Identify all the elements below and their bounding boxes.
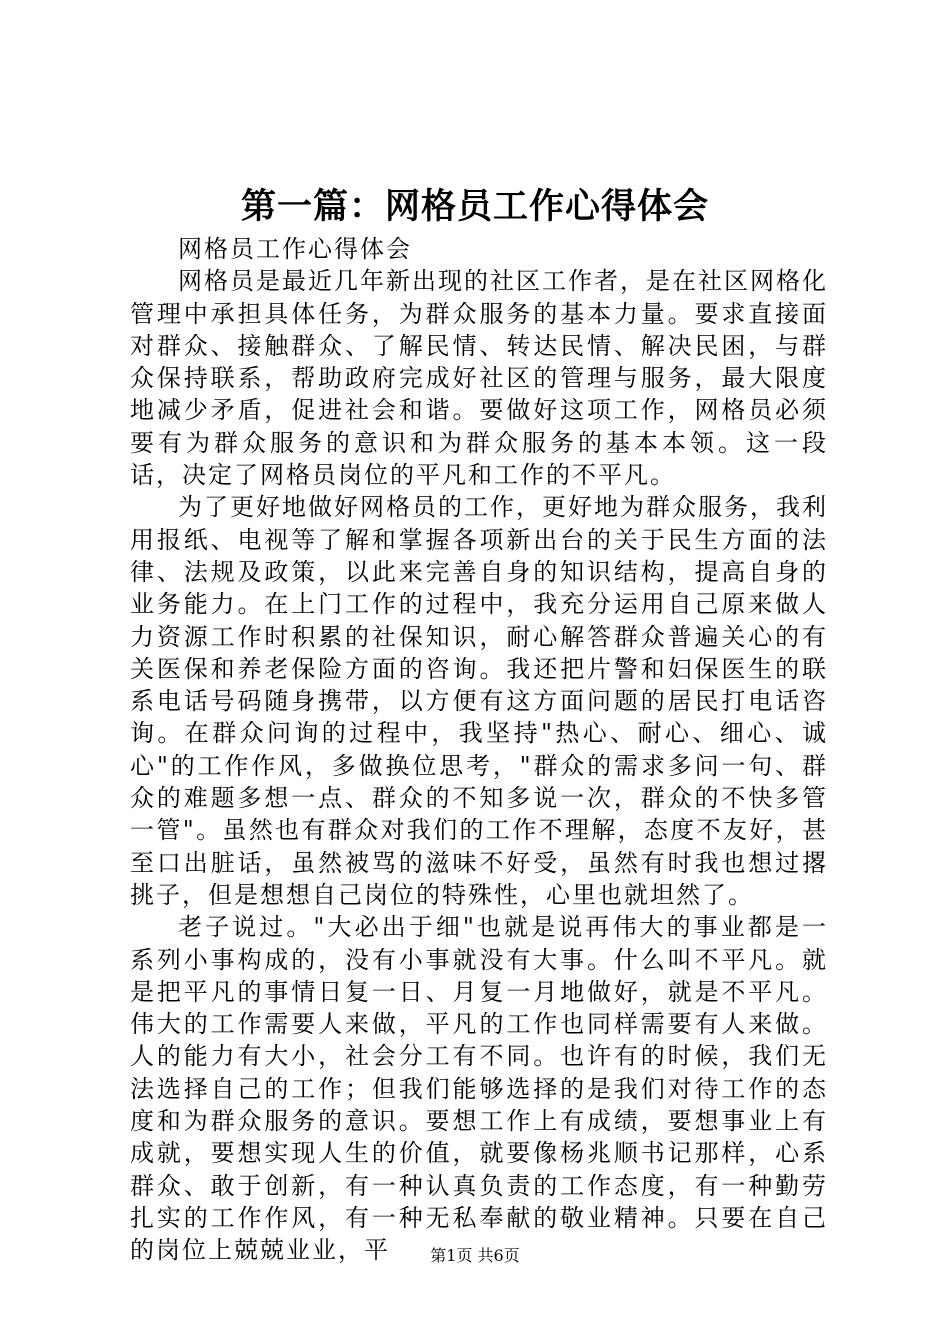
paragraph-2: 为了更好地做好网格员的工作，更好地为群众服务，我利用报纸、电视等了解和掌握各项新出台的关于民生方面的法律、法规及政策，以此来完善自身的知识结构，提高自身的业务能力。在上门工作的过程中，我充分运用自己原来做人力资源工作时积累的社保知识，耐心解答群众普遍关心的有关医保和养老保险方面的咨询。我还把片警和妇保医生的联系电话号码随身携带，以方便有这方面问题的居民打电话咨询。在群众问询的过程中，我坚持"热心、耐心、细心、诚心"的工作作风，多做换位思考，"群众的需求多问一句、群众的难题多想一点、群众的不知多说一次，群众的不快多管一管"。虽然也有群众对我们的工作不理解，态度不友好，甚至口出脏话，虽然被骂的滋味不好受，虽然有时我也想过撂挑子，但是想想自己岗位的特殊性，心里也就坦然了。 — [130, 493, 828, 909]
paragraph-subtitle: 网格员工作心得体会 — [178, 235, 412, 263]
page-number-footer: 第1页 共6页 — [430, 1246, 520, 1265]
document-body — [130, 233, 828, 1267]
paragraph-3: 老子说过。"大必出于细"也就是说再伟大的事业都是一系列小事构成的，没有小事就没有大事。什么叫不平凡。就是把平凡的事情日复一日、月复一月地做好，就是不平凡。伟大的工作需要人来做，平凡的工作也同样需要有人来做。人的能力有大小，社会分工有不同。也许有的时候，我们无法选择自己的工作；但我们能够选择的是我们对待工作的态度和为群众服务的意识。要想工作上有成绩，要想事业上有成就，要想实现人生的价值，就要像杨兆顺书记那样，心系群众、敢于创新，有一种认真负责的工作态度，有一种勤劳扎实的工作作风，有一种无私奉献的敬业精神。只要在自己的岗位上兢兢业业，平 — [130, 913, 828, 1265]
document-title: 第一篇：网格员工作心得体会 — [240, 186, 709, 227]
paragraph-1: 网格员是最近几年新出现的社区工作者，是在社区网格化管理中承担具体任务，为群众服务的基本力量。要求直接面对群众、接触群众、了解民情、转达民情、解决民困，与群众保持联系，帮助政府完成好社区的管理与服务，最大限度地减少矛盾，促进社会和谐。要做好这项工作，网格员必须要有为群众服务的意识和为群众服务的基本本领。这一段话，决定了网格员岗位的平凡和工作的不平凡。 — [130, 267, 828, 490]
